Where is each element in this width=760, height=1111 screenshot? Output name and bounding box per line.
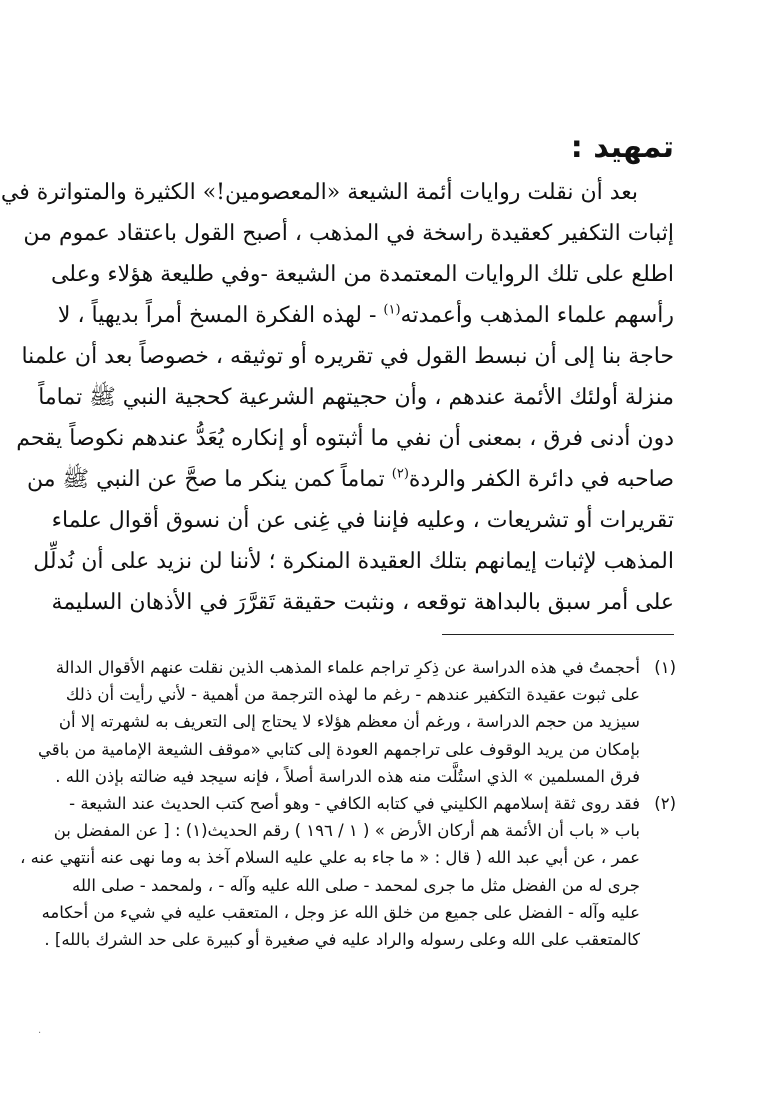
body-line — [27, 459, 674, 500]
body-line-text: - لهذه الفكرة المسخ أمراً بديهياً ، لا — [57, 303, 384, 328]
body-line-text: تماماً كمن ينكر ما صحَّ عن النبي ﷺ من — [27, 467, 392, 492]
body-paragraph — [0, 172, 674, 623]
body-line: تقريرات أو تشريعات ، وعليه فإننا في غِنى عن أن نسوق أقوال علماء — [51, 508, 674, 533]
footnote-line: بإمكان من يريد الوقوف على تراجمهم العودة إلى كتابي «موقف الشيعة الإمامية من باقي — [38, 739, 640, 759]
body-line: على أمر سبق بالبداهة توقعه ، ونثبت حقيقة تَقرَّرَ في الأذهان السليمة — [51, 590, 674, 615]
footnote-line: فقد روى ثقة إسلامهم الكليني في كتابه الكافي - وهو أصح كتب الحديث عند الشيعة - — [69, 793, 640, 813]
footnote-ref-2[interactable]: (٢) — [391, 466, 409, 482]
footnote-line: عمر ، عن أبي عبد الله ( قال : « ما جاء به علي عليه السلام آخذ به وما نهى عنه أنتهي عنه ، — [20, 848, 640, 868]
footnote-line: على ثبوت عقيدة التكفير عندهم - رغم ما لهذه الترجمة من أهمية - لأني رأيت أن ذلك — [65, 685, 640, 705]
body-line: منزلة أولئك الأئمة عندهم ، وأن حجيتهم الشرعية كحجية النبي ﷺ تماماً — [38, 385, 674, 410]
footnote-line: أحجمتُ في هذه الدراسة عن ذِكرِ تراجم علماء المذهب الذين نقلت عنهم الأقوال الدالة — [55, 658, 640, 677]
footnote-2 — [20, 790, 676, 953]
scan-speck: · — [38, 1028, 42, 1039]
footnote-number: (١) — [654, 658, 676, 677]
footnote-line: عليه وآله - الفضل على جميع من خلق الله عز وجل ، المتعقب عليه في شيء من أحكامه — [41, 902, 640, 922]
footnote-line: كالمتعقب على الله وعلى رسوله والراد عليه في صغيرة أو كبيرة على حد الشرك بالله] . — [44, 929, 640, 949]
body-line — [57, 295, 674, 336]
footnote-line: فرق المسلمين » الذي استُلَّت منه هذه الدراسة أصلاً ، فإنه سيجد فيه ضالته بإذن الله . — [55, 766, 640, 786]
body-line: دون أدنى فرق ، بمعنى أن نفي ما أثبتوه أو إنكاره يُعَدُّ عندهم نكوصاً يقحم — [16, 426, 674, 451]
body-line: إثبات التكفير كعقيدة راسخة في المذهب ، أصبح القول باعتقاد عموم من — [23, 221, 674, 246]
footnote-ref-1[interactable]: (١) — [383, 302, 401, 318]
body-line: المذهب لإثبات إيمانهم بتلك العقيدة المنكرة ؛ لأننا لن نزيد على أن نُدلِّل — [33, 549, 674, 574]
section-heading: تمهيد : — [570, 130, 674, 165]
body-line: بعد أن نقلت روايات أئمة الشيعة «المعصومين!» الكثيرة والمتواترة في — [0, 180, 638, 205]
body-line-text: صاحبه في دائرة الكفر والردة — [408, 467, 674, 492]
footnote-number: (٢) — [654, 793, 676, 813]
body-line: اطلع على تلك الروايات المعتمدة من الشيعة -وفي طليعة هؤلاء وعلى — [50, 262, 674, 287]
footnote-1 — [38, 654, 676, 790]
footnote-line: باب « باب أن الأئمة هم أركان الأرض » ( ١ / ١٩٦ ) رقم الحديث(١) : [ عن المفضل بن — [53, 821, 640, 841]
footnote-line: جرى له من الفضل مثل ما جرى لمحمد - صلى الله عليه وآله - ، ولمحمد - صلى الله — [72, 875, 640, 895]
footnote-line: سيزيد من حجم الدراسة ، ورغم أن معظم هؤلاء لا يحتاج إلى التعريف به لشهرته إلا أن — [58, 712, 640, 732]
body-line-text: رأسهم علماء المذهب وأعمدته — [400, 303, 674, 328]
footnotes — [20, 654, 676, 953]
footnote-separator — [442, 634, 674, 635]
body-line: حاجة بنا إلى أن نبسط القول في تقريره أو توثيقه ، خصوصاً بعد أن علمنا — [21, 344, 674, 369]
